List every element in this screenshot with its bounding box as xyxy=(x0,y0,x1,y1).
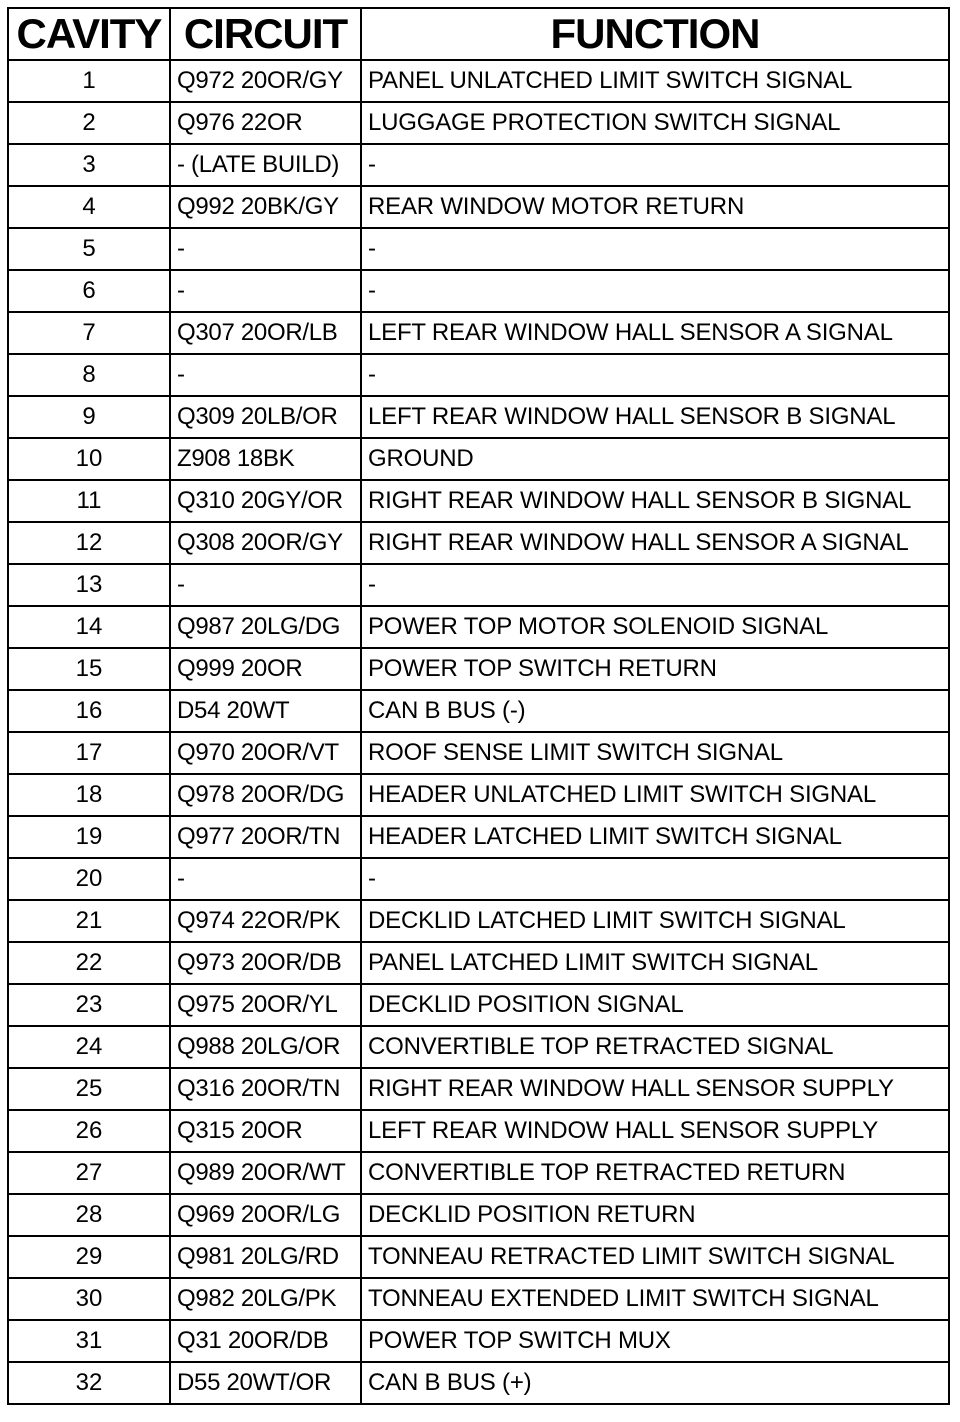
cavity-cell: 7 xyxy=(8,312,170,354)
header-row xyxy=(8,8,949,60)
function-cell: POWER TOP SWITCH RETURN xyxy=(361,648,949,690)
function-cell: HEADER UNLATCHED LIMIT SWITCH SIGNAL xyxy=(361,774,949,816)
table-row xyxy=(8,1362,949,1404)
function-cell: POWER TOP MOTOR SOLENOID SIGNAL xyxy=(361,606,949,648)
table-row xyxy=(8,60,949,102)
circuit-cell: Q981 20LG/RD xyxy=(170,1236,361,1278)
table-row xyxy=(8,270,949,312)
cavity-cell: 12 xyxy=(8,522,170,564)
circuit-cell: Q310 20GY/OR xyxy=(170,480,361,522)
function-cell: LEFT REAR WINDOW HALL SENSOR A SIGNAL xyxy=(361,312,949,354)
circuit-cell: Q972 20OR/GY xyxy=(170,60,361,102)
cavity-cell: 14 xyxy=(8,606,170,648)
circuit-cell: Q975 20OR/YL xyxy=(170,984,361,1026)
cavity-cell: 24 xyxy=(8,1026,170,1068)
circuit-cell: Q970 20OR/VT xyxy=(170,732,361,774)
table-row xyxy=(8,102,949,144)
table-row xyxy=(8,354,949,396)
table-row xyxy=(8,1320,949,1362)
connector-pinout-table-wrapper xyxy=(7,7,948,1415)
table-row xyxy=(8,144,949,186)
cavity-cell: 28 xyxy=(8,1194,170,1236)
cavity-cell: 30 xyxy=(8,1278,170,1320)
function-cell: DECKLID POSITION SIGNAL xyxy=(361,984,949,1026)
circuit-cell: Q315 20OR xyxy=(170,1110,361,1152)
cavity-cell: 16 xyxy=(8,690,170,732)
function-cell: LEFT REAR WINDOW HALL SENSOR B SIGNAL xyxy=(361,396,949,438)
circuit-cell: Q976 22OR xyxy=(170,102,361,144)
cavity-cell: 29 xyxy=(8,1236,170,1278)
table-row xyxy=(8,1152,949,1194)
circuit-cell: Q308 20OR/GY xyxy=(170,522,361,564)
table-row xyxy=(8,228,949,270)
connector-pinout-table xyxy=(7,7,950,1405)
circuit-cell: - xyxy=(170,354,361,396)
table-row xyxy=(8,564,949,606)
cavity-cell: 23 xyxy=(8,984,170,1026)
table-row xyxy=(8,1236,949,1278)
function-cell: CONVERTIBLE TOP RETRACTED SIGNAL xyxy=(361,1026,949,1068)
function-cell: POWER TOP SWITCH MUX xyxy=(361,1320,949,1362)
header-function: FUNCTION xyxy=(361,8,949,60)
circuit-cell: Q31 20OR/DB xyxy=(170,1320,361,1362)
circuit-cell: D55 20WT/OR xyxy=(170,1362,361,1404)
cavity-cell: 21 xyxy=(8,900,170,942)
function-cell: CAN B BUS (+) xyxy=(361,1362,949,1404)
circuit-cell: Q999 20OR xyxy=(170,648,361,690)
function-cell: CONVERTIBLE TOP RETRACTED RETURN xyxy=(361,1152,949,1194)
cavity-cell: 1 xyxy=(8,60,170,102)
table-row xyxy=(8,1278,949,1320)
table-row xyxy=(8,522,949,564)
function-cell: LEFT REAR WINDOW HALL SENSOR SUPPLY xyxy=(361,1110,949,1152)
table-row xyxy=(8,1194,949,1236)
table-body xyxy=(8,60,949,1404)
cavity-cell: 15 xyxy=(8,648,170,690)
table-row xyxy=(8,438,949,480)
function-cell: TONNEAU RETRACTED LIMIT SWITCH SIGNAL xyxy=(361,1236,949,1278)
circuit-cell: Q989 20OR/WT xyxy=(170,1152,361,1194)
table-row xyxy=(8,984,949,1026)
circuit-cell: - xyxy=(170,270,361,312)
header-cavity: CAVITY xyxy=(8,8,170,60)
function-cell: PANEL UNLATCHED LIMIT SWITCH SIGNAL xyxy=(361,60,949,102)
table-row xyxy=(8,1110,949,1152)
circuit-cell: Q977 20OR/TN xyxy=(170,816,361,858)
function-cell: DECKLID POSITION RETURN xyxy=(361,1194,949,1236)
circuit-cell: Q316 20OR/TN xyxy=(170,1068,361,1110)
circuit-cell: Q307 20OR/LB xyxy=(170,312,361,354)
table-row xyxy=(8,186,949,228)
cavity-cell: 31 xyxy=(8,1320,170,1362)
function-cell: - xyxy=(361,354,949,396)
cavity-cell: 20 xyxy=(8,858,170,900)
cavity-cell: 5 xyxy=(8,228,170,270)
circuit-cell: - xyxy=(170,858,361,900)
table-row xyxy=(8,606,949,648)
cavity-cell: 2 xyxy=(8,102,170,144)
cavity-cell: 22 xyxy=(8,942,170,984)
header-circuit: CIRCUIT xyxy=(170,8,361,60)
function-cell: HEADER LATCHED LIMIT SWITCH SIGNAL xyxy=(361,816,949,858)
table-row xyxy=(8,480,949,522)
circuit-cell: - xyxy=(170,564,361,606)
circuit-cell: Q309 20LB/OR xyxy=(170,396,361,438)
function-cell: PANEL LATCHED LIMIT SWITCH SIGNAL xyxy=(361,942,949,984)
table-row xyxy=(8,774,949,816)
function-cell: TONNEAU EXTENDED LIMIT SWITCH SIGNAL xyxy=(361,1278,949,1320)
circuit-cell: Q992 20BK/GY xyxy=(170,186,361,228)
cavity-cell: 32 xyxy=(8,1362,170,1404)
circuit-cell: - (LATE BUILD) xyxy=(170,144,361,186)
table-row xyxy=(8,816,949,858)
circuit-cell: Q973 20OR/DB xyxy=(170,942,361,984)
function-cell: ROOF SENSE LIMIT SWITCH SIGNAL xyxy=(361,732,949,774)
table-row xyxy=(8,690,949,732)
table-row xyxy=(8,648,949,690)
function-cell: - xyxy=(361,564,949,606)
circuit-cell: - xyxy=(170,228,361,270)
circuit-cell: Q978 20OR/DG xyxy=(170,774,361,816)
cavity-cell: 19 xyxy=(8,816,170,858)
table-row xyxy=(8,942,949,984)
function-cell: GROUND xyxy=(361,438,949,480)
cavity-cell: 11 xyxy=(8,480,170,522)
cavity-cell: 13 xyxy=(8,564,170,606)
cavity-cell: 6 xyxy=(8,270,170,312)
circuit-cell: Q988 20LG/OR xyxy=(170,1026,361,1068)
table-row xyxy=(8,1026,949,1068)
cavity-cell: 8 xyxy=(8,354,170,396)
function-cell: CAN B BUS (-) xyxy=(361,690,949,732)
cavity-cell: 27 xyxy=(8,1152,170,1194)
function-cell: - xyxy=(361,270,949,312)
cavity-cell: 10 xyxy=(8,438,170,480)
circuit-cell: Q982 20LG/PK xyxy=(170,1278,361,1320)
table-row xyxy=(8,1068,949,1110)
function-cell: REAR WINDOW MOTOR RETURN xyxy=(361,186,949,228)
table-header xyxy=(8,8,949,60)
function-cell: DECKLID LATCHED LIMIT SWITCH SIGNAL xyxy=(361,900,949,942)
circuit-cell: Z908 18BK xyxy=(170,438,361,480)
function-cell: - xyxy=(361,228,949,270)
cavity-cell: 9 xyxy=(8,396,170,438)
table-row xyxy=(8,312,949,354)
function-cell: LUGGAGE PROTECTION SWITCH SIGNAL xyxy=(361,102,949,144)
function-cell: RIGHT REAR WINDOW HALL SENSOR SUPPLY xyxy=(361,1068,949,1110)
cavity-cell: 18 xyxy=(8,774,170,816)
table-row xyxy=(8,858,949,900)
cavity-cell: 4 xyxy=(8,186,170,228)
cavity-cell: 26 xyxy=(8,1110,170,1152)
function-cell: - xyxy=(361,858,949,900)
table-row xyxy=(8,732,949,774)
function-cell: - xyxy=(361,144,949,186)
cavity-cell: 25 xyxy=(8,1068,170,1110)
circuit-cell: D54 20WT xyxy=(170,690,361,732)
circuit-cell: Q974 22OR/PK xyxy=(170,900,361,942)
function-cell: RIGHT REAR WINDOW HALL SENSOR B SIGNAL xyxy=(361,480,949,522)
circuit-cell: Q987 20LG/DG xyxy=(170,606,361,648)
cavity-cell: 17 xyxy=(8,732,170,774)
function-cell: RIGHT REAR WINDOW HALL SENSOR A SIGNAL xyxy=(361,522,949,564)
cavity-cell: 3 xyxy=(8,144,170,186)
table-row xyxy=(8,900,949,942)
circuit-cell: Q969 20OR/LG xyxy=(170,1194,361,1236)
table-row xyxy=(8,396,949,438)
